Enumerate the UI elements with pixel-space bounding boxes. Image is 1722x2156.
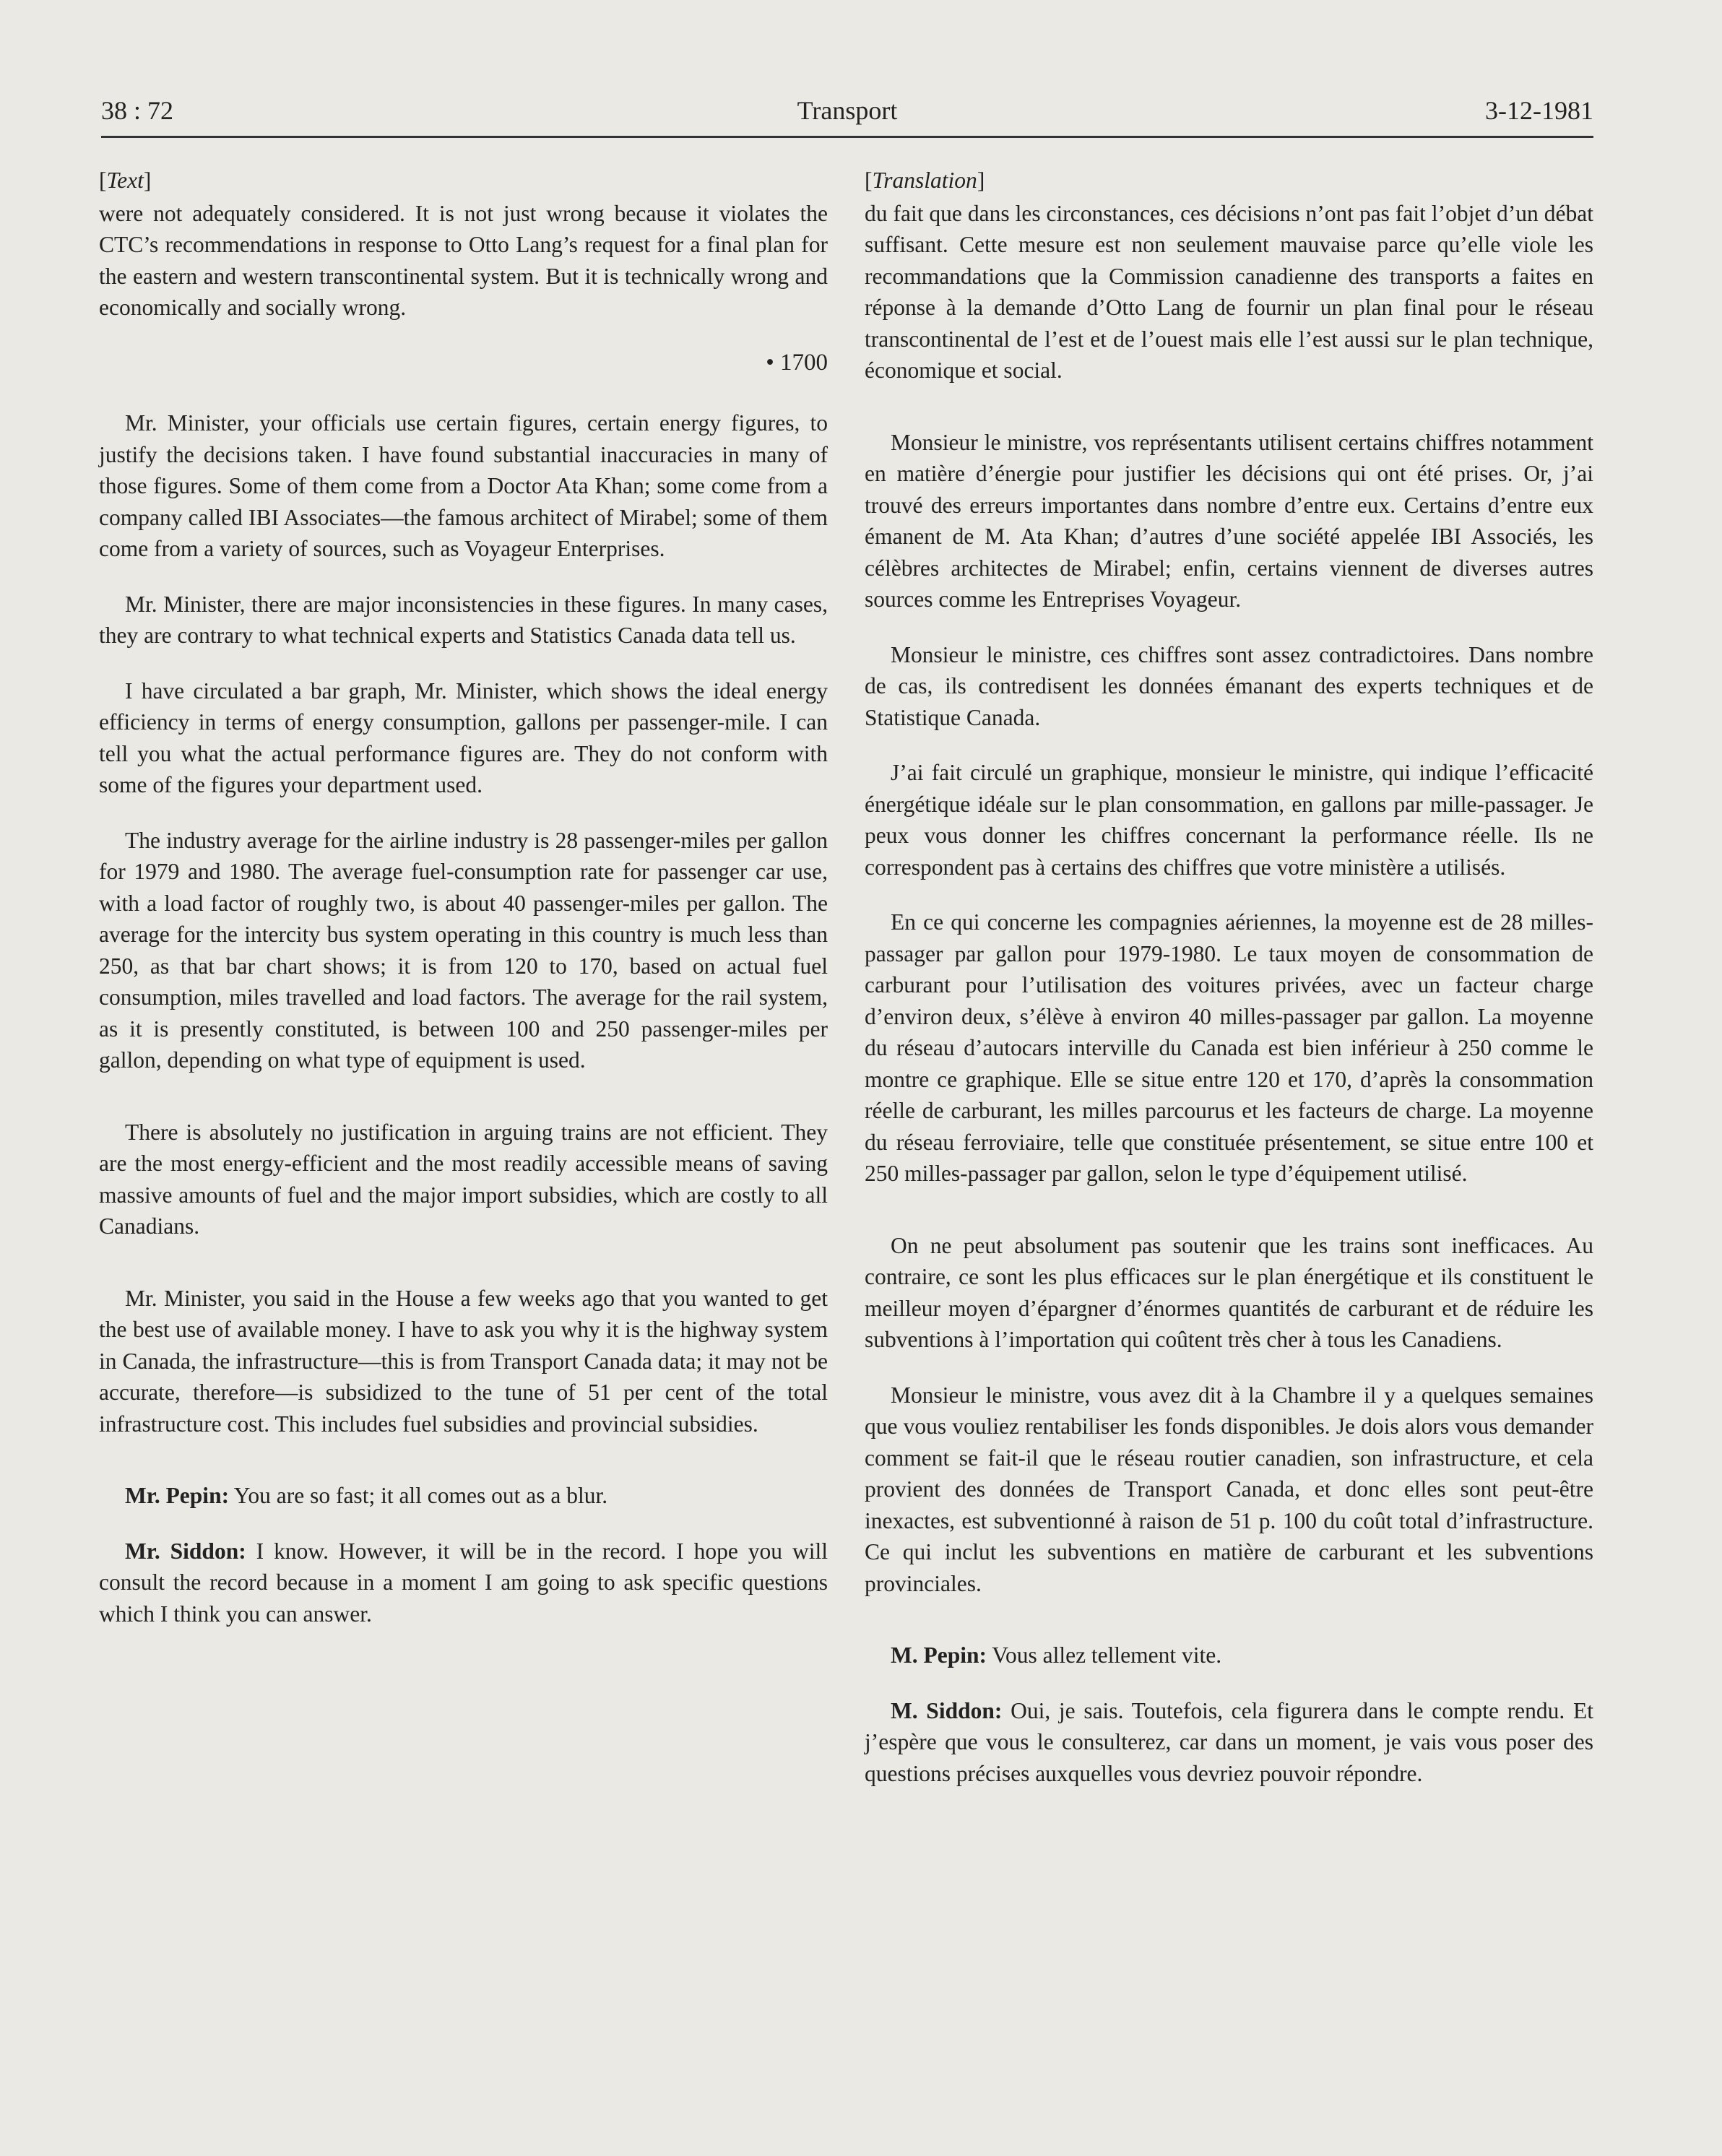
speech-text: Vous allez tellement vite.	[986, 1642, 1222, 1668]
french-speech	[865, 1695, 1593, 1790]
french-continuation-paragraph: du fait que dans les circonstances, ces décisions n’ont pas fait l’objet d’un débat suffisant. Cette mesure est non seulement mauvaise parce qu’elle viole les recommandations que la Commission canadienne des transports a faites en réponse à la demande d’Otto Lang de fournir un plan final pour le réseau transcontinental de l’est et de l’ouest mais elle l’est aussi sur le plan technique, économique et social.	[865, 200, 1593, 383]
speech-text: Oui, je sais. Toutefois, cela figurera dans le compte rendu. Et j’espère que vous le consulterez, car dans un moment, je vais vous poser des questions précises auxquelles vous devriez pouvoir répondre.	[865, 1697, 1593, 1786]
speaker-name: Mr. Pepin:	[125, 1483, 230, 1508]
english-paragraph: There is absolutely no justification in arguing trains are not efficient. They are the most energy-efficient and the most readily accessible means of saving massive amounts of fuel and the major import subsidies, which are costly to all Canadians.	[99, 1119, 828, 1239]
french-paragraph: On ne peut absolument pas soutenir que les trains sont inefficaces. Au contraire, ce sont les plus efficaces sur le plan énergétique et ils constituent le meilleur moyen d’épargner d’énormes quantités de carburant et de réduire les subventions à l’importation qui coûtent très cher à tous les Canadiens.	[865, 1232, 1593, 1352]
speaker-name: Mr. Siddon:	[125, 1538, 246, 1564]
english-continuation-paragraph: were not adequately considered. It is not just wrong because it violates the CTC’s recommendations in response to Otto Lang’s request for a final plan for the eastern and western transcontinental system. But it is technically wrong and economically and socially wrong.	[99, 200, 828, 320]
english-paragraph: Mr. Minister, you said in the House a few weeks ago that you wanted to get the best use of available money. I have to ask you why it is the highway system in Canada, the infrastructure—this is from Transport Canada data; it may not be accurate, therefore—is subsidized to the tune of 51 per cent of the total infrastructure cost. This includes fuel subsidies and provincial subsidies.	[99, 1285, 828, 1437]
english-column-label: [Text]	[99, 168, 152, 193]
french-paragraph: J’ai fait circulé un graphique, monsieur le ministre, qui indique l’efficacité énergétique idéale sur le plan consommation, en gallons par mille-passager. Je peux vous donner les chiffres concernant la performance réelle. Ils ne correspondent pas à certains des chiffres que votre ministère a utilisés.	[865, 760, 1593, 880]
time-marker: • 1700	[766, 349, 828, 376]
french-column	[865, 165, 1593, 1813]
english-speech	[99, 1480, 828, 1512]
speaker-name: M. Pepin:	[891, 1642, 987, 1668]
french-paragraph: Monsieur le ministre, vous avez dit à la Chambre il y a quelques semaines que vous vouliez rentabiliser les fonds disponibles. Je dois alors vous demander comment se fait-il que le réseau routier canadien, son infrastructure, et cela provient des données de Transport Canada, et donc elles sont peut-être inexactes, est subventionné à raison de 51 p. 100 du coût total d’infrastructure. Ce qui inclut les subventions en matière de carburant et les subventions provinciales.	[865, 1382, 1593, 1596]
french-column-label: [Translation]	[865, 168, 985, 193]
french-speech	[865, 1640, 1593, 1671]
page-number: 38 : 72	[101, 96, 174, 125]
speaker-name: M. Siddon:	[891, 1697, 1003, 1723]
french-paragraph: Monsieur le ministre, vos représentants utilisent certains chiffres notamment en matière d’énergie pour justifier les décisions qui ont été prises. Or, j’ai trouvé des erreurs importantes dans nombre d’entre eux. Certains d’entre eux émanent de M. Ata Khan; d’autres d’une société appelée IBI Associés, les célèbres architectes de Mirabel; enfin, certains viennent de diverses autres sources comme les Entreprises Voyageur.	[865, 429, 1593, 612]
english-paragraph: The industry average for the airline industry is 28 passenger-miles per gallon for 1979 and 1980. The average fuel-consumption rate for passenger car use, with a load factor of roughly two, is about 40 passenger-miles per gallon. The average for the intercity bus system operating in this country is much less than 250, as that bar chart shows; it is from 120 to 170, based on actual fuel consumption, miles travelled and load factors. The average for the rail system, as it is presently constituted, is between 100 and 250 passenger-miles per gallon, depending on what type of equipment is used.	[99, 827, 828, 1073]
running-title: Transport	[797, 96, 898, 125]
french-paragraph: Monsieur le ministre, ces chiffres sont assez contradictoires. Dans nombre de cas, ils contredisent les données émanant des experts techniques et de Statistique Canada.	[865, 641, 1593, 730]
english-paragraph: Mr. Minister, your officials use certain figures, certain energy figures, to justify the decisions taken. I have found substantial inaccuracies in many of those figures. Some of them come from a Doctor Ata Khan; some come from a company called IBI Associates—the famous architect of Mirabel; some of them come from a variety of sources, such as Voyageur Enterprises.	[99, 410, 828, 561]
sitting-date: 3-12-1981	[1485, 96, 1593, 125]
speech-text: You are so fast; it all comes out as a blur.	[229, 1483, 608, 1508]
speech-text: I know. However, it will be in the record. I hope you will consult the record because in a moment I am going to ask specific questions which I think you can answer.	[99, 1538, 828, 1627]
english-speech	[99, 1536, 828, 1630]
english-column	[99, 165, 828, 1653]
page-header	[101, 92, 1593, 138]
english-paragraph: Mr. Minister, there are major inconsistencies in these figures. In many cases, they are contrary to what technical experts and Statistics Canada data tell us.	[99, 591, 828, 648]
english-paragraph: I have circulated a bar graph, Mr. Minister, which shows the ideal energy efficiency in terms of energy consumption, gallons per passenger-mile. I can tell you what the actual performance figures are. They do not conform with some of the figures your department used.	[99, 677, 828, 797]
french-paragraph: En ce qui concerne les compagnies aériennes, la moyenne est de 28 milles-passager par gallon pour 1979-1980. Le taux moyen de consommation de carburant pour l’utilisation des voitures privées, avec un facteur charge d’environ deux, s’élève à environ 40 milles-passager par gallon. La moyenne du réseau d’autocars interville du Canada est bien inférieur à 250 comme le montre ce graphique. Elle se situe entre 120 et 170, d’après la consommation réelle de carburant, les milles parcourus et les facteurs de charge. La moyenne du réseau ferroviaire, telle que constituée présentement, se situe entre 100 et 250 milles-passager par gallon, selon le type d’équipement utilisé.	[865, 909, 1593, 1186]
